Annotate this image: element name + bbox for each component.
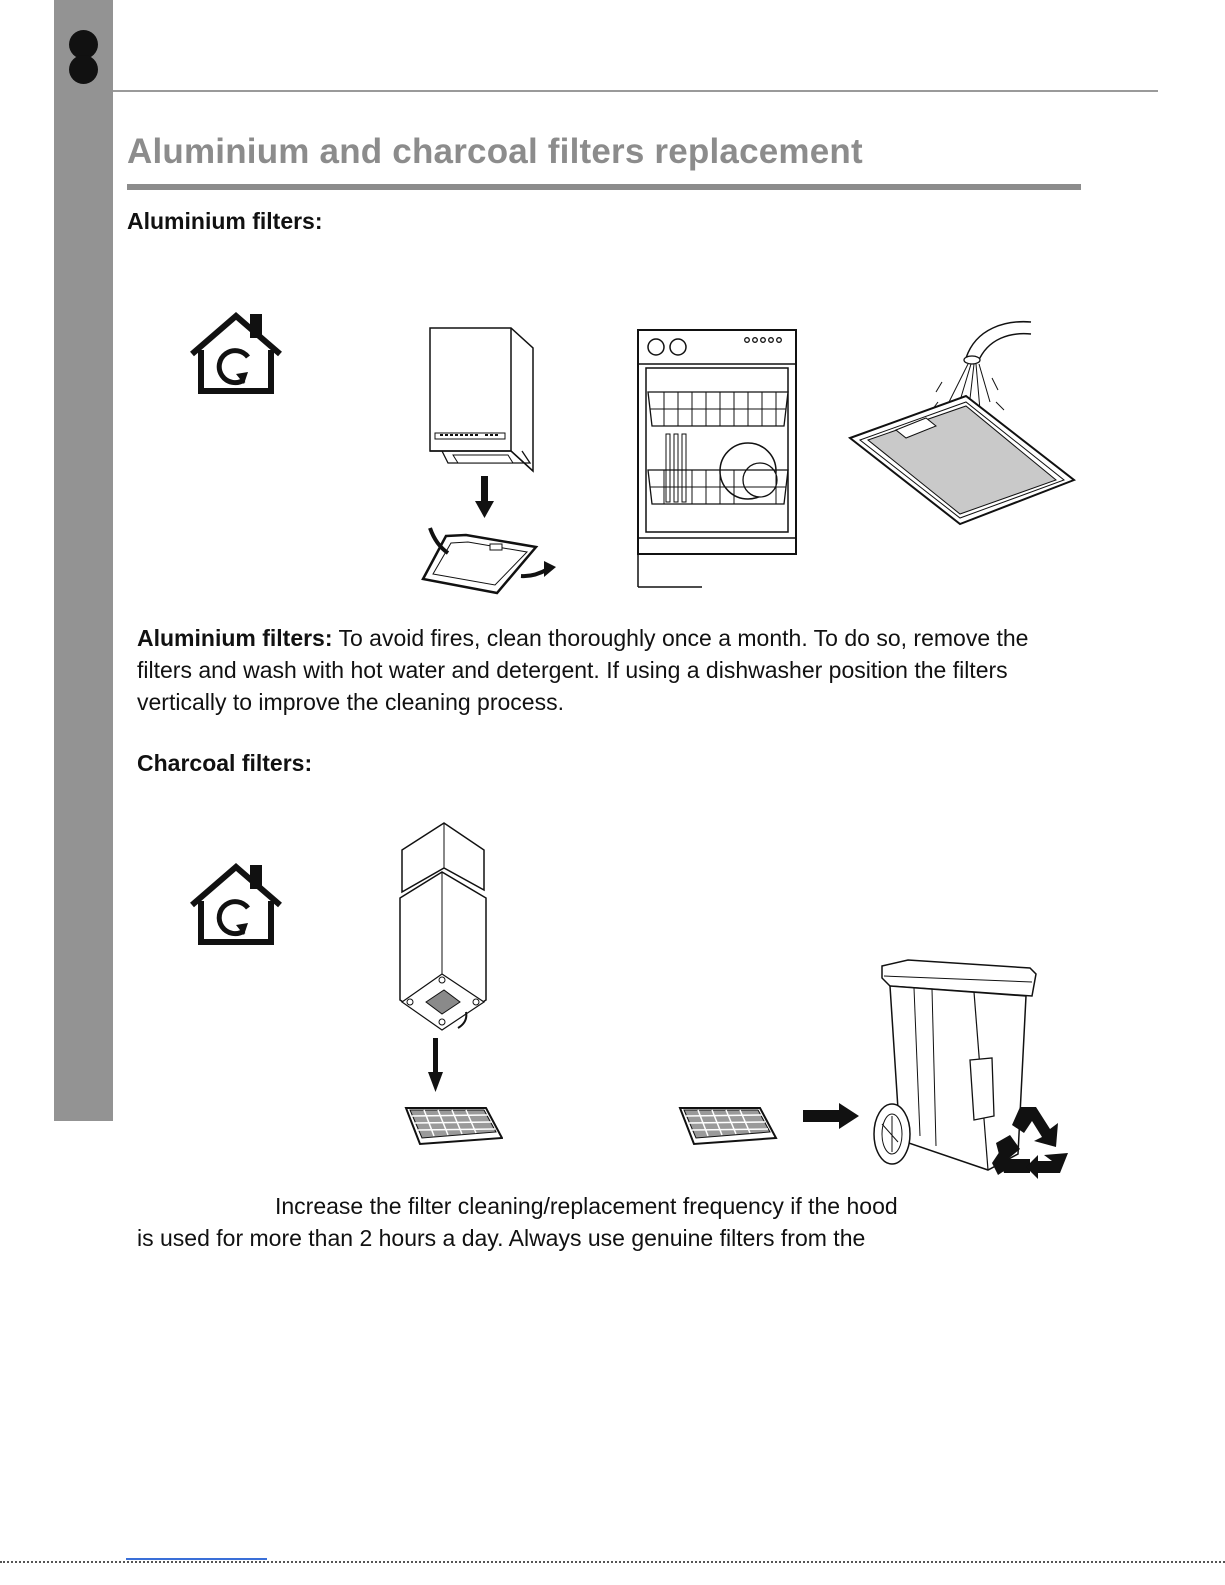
bottom-dotted-rule [0, 1561, 1225, 1563]
aluminium-description [137, 622, 1077, 718]
charcoal-filter-illustration [676, 1104, 778, 1148]
side-bar [54, 0, 113, 1121]
aluminium-description-body: To avoid fires, clean thoroughly once a month. To do so, remove the filters and wash with hot water and detergent. If using a dishwasher position the filters vertically to improve the cleaning process. [137, 625, 1029, 715]
aluminium-description-lead: Aluminium filters: [137, 625, 333, 651]
bottom-link-underline [126, 1558, 267, 1560]
aluminium-heading: Aluminium filters: [127, 208, 323, 234]
hood-charcoal-filter-illustration [398, 820, 503, 1155]
dishwasher-illustration [636, 328, 801, 590]
header-rule [113, 90, 1158, 92]
hood-filter-removal-illustration [418, 323, 563, 598]
house-cycle-icon [186, 861, 286, 947]
charcoal-note-line2: is used for more than 2 hours a day. Always use genuine filters from the [137, 1225, 866, 1251]
title-underline [127, 184, 1081, 190]
house-cycle-icon [186, 310, 286, 396]
recycle-icon [990, 1103, 1072, 1179]
charcoal-note-line1: Increase the filter cleaning/replacement frequency if the hood [275, 1193, 898, 1219]
charcoal-heading: Charcoal filters: [137, 750, 313, 776]
filter-washing-illustration [846, 318, 1078, 530]
page-marker-dot [69, 55, 98, 84]
page-title: Aluminium and charcoal filters replacement [127, 132, 863, 171]
arrow-right-icon [803, 1103, 859, 1129]
